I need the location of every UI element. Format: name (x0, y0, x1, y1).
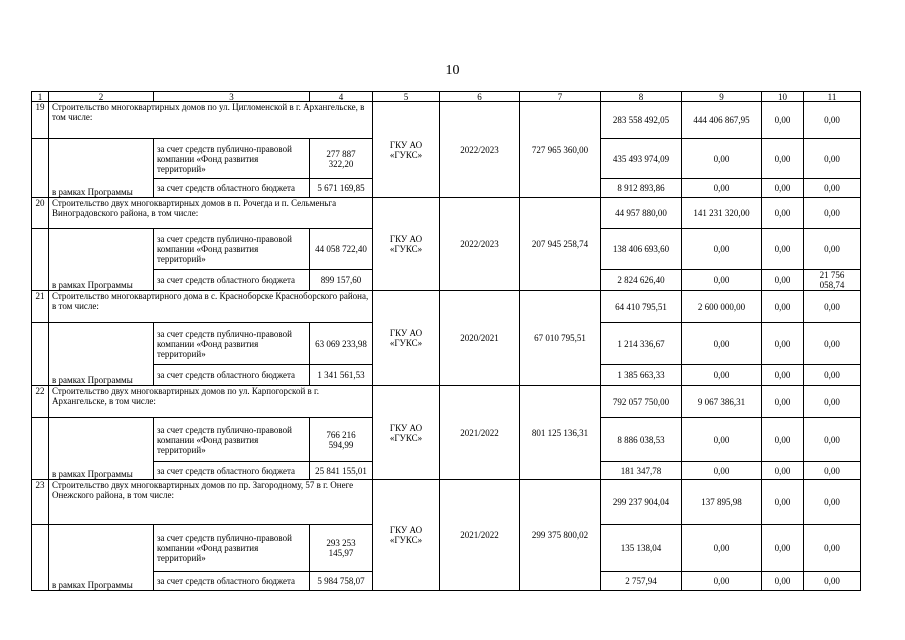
total-value: 0,00 (762, 102, 804, 139)
federal-source-label: за счет средств публично-правовой компании «Фонд развития территорий» (154, 525, 310, 572)
cost-cell: 801 125 136,31 (520, 386, 601, 480)
federal-value: 8 886 038,53 (601, 418, 682, 462)
regional-value: 0,00 (682, 572, 762, 591)
project-total-row (32, 102, 861, 139)
program-label: в рамках Программы (49, 418, 154, 480)
federal-value: 138 406 693,60 (601, 229, 682, 270)
federal-value: 0,00 (762, 418, 804, 462)
regional-value: 0,00 (762, 572, 804, 591)
blank-cell (32, 323, 49, 386)
project-total-row (32, 198, 861, 229)
project-total-row (32, 386, 861, 418)
header-cell: 10 (762, 92, 804, 102)
regional-value: 0,00 (682, 270, 762, 291)
federal-source-label: за счет средств публично-правовой компании «Фонд развития территорий» (154, 139, 310, 179)
executor-cell: ГКУ АО «ГУКС» (373, 480, 440, 591)
regional-value: 1 341 561,53 (310, 365, 373, 386)
regional-value: 899 157,60 (310, 270, 373, 291)
regional-value: 2 757,94 (601, 572, 682, 591)
regional-value: 0,00 (762, 365, 804, 386)
total-value: 2 600 000,00 (682, 291, 762, 323)
header-cell: 1 (32, 92, 49, 102)
federal-value: 0,00 (682, 229, 762, 270)
blank-cell (32, 418, 49, 480)
regional-value: 0,00 (762, 270, 804, 291)
federal-value: 0,00 (804, 229, 861, 270)
regional-value: 1 385 663,33 (601, 365, 682, 386)
federal-value: 277 887 322,20 (310, 139, 373, 179)
regional-value: 181 347,78 (601, 462, 682, 480)
total-value: 9 067 386,31 (682, 386, 762, 418)
total-value: 444 406 867,95 (682, 102, 762, 139)
blank-cell (32, 525, 49, 591)
total-value: 0,00 (804, 480, 861, 525)
program-label: в рамках Программы (49, 139, 154, 198)
total-value: 0,00 (804, 386, 861, 418)
row-number: 22 (32, 386, 49, 418)
header-cell: 9 (682, 92, 762, 102)
period-cell: 2022/2023 (440, 198, 520, 291)
regional-value: 0,00 (682, 462, 762, 480)
regional-value: 0,00 (682, 179, 762, 198)
regional-value: 2 824 626,40 (601, 270, 682, 291)
header-cell: 11 (804, 92, 861, 102)
row-number: 19 (32, 102, 49, 139)
federal-value: 63 069 233,98 (310, 323, 373, 365)
regional-value: 21 756 058,74 (804, 270, 861, 291)
header-cell: 7 (520, 92, 601, 102)
period-cell: 2020/2021 (440, 291, 520, 386)
federal-value: 1 214 336,67 (601, 323, 682, 365)
financing-table (31, 91, 861, 591)
project-title: Строительство двух многоквартирных домов в п. Рочегда и п. Сельменьга Виноградовского района, в том числе: (49, 198, 373, 229)
federal-value: 435 493 974,09 (601, 139, 682, 179)
federal-value: 0,00 (682, 418, 762, 462)
row-number: 21 (32, 291, 49, 323)
regional-source-label: за счет средств областного бюджета (154, 365, 310, 386)
project-title: Строительство многоквартирных домов по ул. Цигломенской в г. Архангельске, в том числе: (49, 102, 373, 139)
federal-value: 0,00 (682, 525, 762, 572)
federal-value: 766 216 594,99 (310, 418, 373, 462)
regional-source-label: за счет средств областного бюджета (154, 572, 310, 591)
project-title: Строительство многоквартирного дома в с. Красноборске Красноборского района, в том числе: (49, 291, 373, 323)
total-value: 44 957 880,00 (601, 198, 682, 229)
header-cell: 2 (49, 92, 154, 102)
row-number: 20 (32, 198, 49, 229)
period-cell: 2021/2022 (440, 480, 520, 591)
executor-cell: ГКУ АО «ГУКС» (373, 102, 440, 198)
page-number: 10 (445, 63, 460, 78)
executor-cell: ГКУ АО «ГУКС» (373, 291, 440, 386)
total-value: 283 558 492,05 (601, 102, 682, 139)
federal-source-label: за счет средств публично-правовой компании «Фонд развития территорий» (154, 323, 310, 365)
program-label: в рамках Программы (49, 323, 154, 386)
total-value: 141 231 320,00 (682, 198, 762, 229)
regional-source-label: за счет средств областного бюджета (154, 179, 310, 198)
header-cell: 4 (310, 92, 373, 102)
cost-cell: 67 010 795,51 (520, 291, 601, 386)
header-cell: 5 (373, 92, 440, 102)
header-cell: 8 (601, 92, 682, 102)
federal-value: 0,00 (682, 323, 762, 365)
period-cell: 2022/2023 (440, 102, 520, 198)
regional-source-label: за счет средств областного бюджета (154, 462, 310, 480)
federal-value: 135 138,04 (601, 525, 682, 572)
regional-value: 8 912 893,86 (601, 179, 682, 198)
total-value: 137 895,98 (682, 480, 762, 525)
project-title: Строительство двух многоквартирных домов по ул. Карпогорской в г. Архангельске, в том числе: (49, 386, 373, 418)
period-cell: 2021/2022 (440, 386, 520, 480)
total-value: 0,00 (762, 480, 804, 525)
federal-value: 0,00 (762, 323, 804, 365)
executor-cell: ГКУ АО «ГУКС» (373, 198, 440, 291)
federal-value: 0,00 (762, 139, 804, 179)
federal-value: 293 253 145,97 (310, 525, 373, 572)
project-total-row (32, 291, 861, 323)
regional-value: 0,00 (762, 179, 804, 198)
regional-value: 0,00 (804, 365, 861, 386)
federal-value: 0,00 (762, 525, 804, 572)
cost-cell: 207 945 258,74 (520, 198, 601, 291)
blank-cell (32, 229, 49, 291)
regional-value: 0,00 (804, 179, 861, 198)
federal-value: 0,00 (804, 418, 861, 462)
federal-value: 0,00 (682, 139, 762, 179)
total-value: 0,00 (804, 102, 861, 139)
program-label: в рамках Программы (49, 229, 154, 291)
project-total-row (32, 480, 861, 525)
federal-source-label: за счет средств публично-правовой компании «Фонд развития территорий» (154, 418, 310, 462)
blank-cell (32, 139, 49, 198)
regional-source-label: за счет средств областного бюджета (154, 270, 310, 291)
regional-value: 0,00 (762, 462, 804, 480)
header-cell: 3 (154, 92, 310, 102)
project-title: Строительство двух многоквартирных домов по пр. Загородному, 57 в г. Онеге Онежского района, в том числе: (49, 480, 373, 525)
total-value: 792 057 750,00 (601, 386, 682, 418)
federal-value: 0,00 (762, 229, 804, 270)
total-value: 0,00 (804, 291, 861, 323)
total-value: 0,00 (762, 198, 804, 229)
row-number: 23 (32, 480, 49, 525)
federal-value: 0,00 (804, 139, 861, 179)
federal-value: 44 058 722,40 (310, 229, 373, 270)
federal-value: 0,00 (804, 323, 861, 365)
total-value: 0,00 (762, 386, 804, 418)
regional-value: 0,00 (682, 365, 762, 386)
total-value: 299 237 904,04 (601, 480, 682, 525)
federal-source-label: за счет средств публично-правовой компании «Фонд развития территорий» (154, 229, 310, 270)
regional-value: 0,00 (804, 572, 861, 591)
regional-value: 5 671 169,85 (310, 179, 373, 198)
regional-value: 0,00 (804, 462, 861, 480)
cost-cell: 727 965 360,00 (520, 102, 601, 198)
program-label: в рамках Программы (49, 525, 154, 591)
header-row (32, 92, 861, 102)
regional-value: 25 841 155,01 (310, 462, 373, 480)
total-value: 0,00 (804, 198, 861, 229)
executor-cell: ГКУ АО «ГУКС» (373, 386, 440, 480)
federal-value: 0,00 (804, 525, 861, 572)
cost-cell: 299 375 800,02 (520, 480, 601, 591)
header-cell: 6 (440, 92, 520, 102)
regional-value: 5 984 758,07 (310, 572, 373, 591)
total-value: 0,00 (762, 291, 804, 323)
total-value: 64 410 795,51 (601, 291, 682, 323)
